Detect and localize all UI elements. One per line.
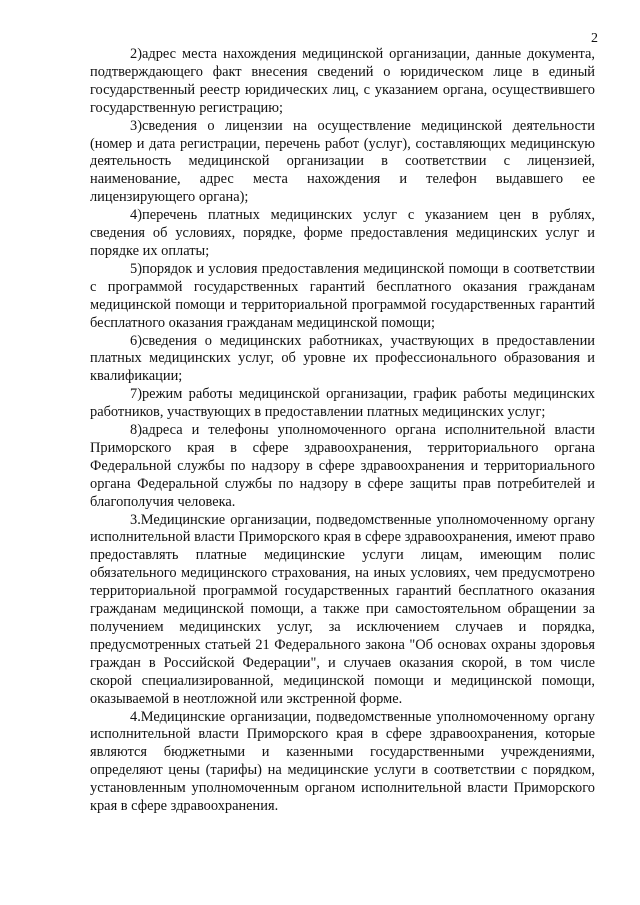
- paragraph-item-7: 7)режим работы медицинской организации, график работы медицинских работников, участвующих в предоставлении платных медицинских услуг;: [90, 386, 595, 421]
- paragraph-section-3: 3.Медицинские организации, подведомственные уполномоченному органу исполнительной власти Приморского края в сфере здравоохранения, имеют право предоставлять платные медицинские услуги лицам, имеющим полис обязательного медицинского страхования, на иных условиях, чем предусмотрено территориальной программой государственных гарантий бесплатного оказания гражданам медицинской помощи, а также при самостоятельном обращении за получением медицинских услуг, за исключением случаев и порядка, предусмотренных статьей 21 Федерального закона "Об основах охраны здоровья граждан в Российской Федерации", и случаев оказания скорой, в том числе скорой специализированной, медицинской помощи и медицинской помощи, оказываемой в неотложной или экстренной форме.: [90, 511, 595, 707]
- paragraph-item-2: 2)адрес места нахождения медицинской организации, данные документа, подтверждающего факт внесения сведений о юридическом лице в единый государственный реестр юридических лиц, с указанием органа, осуществившего государственную регистрацию;: [90, 46, 595, 116]
- document-body: [90, 46, 595, 816]
- page-number: 2: [591, 31, 598, 46]
- paragraph-item-5: 5)порядок и условия предоставления медицинской помощи в соответствии с программой государственных гарантий бесплатного оказания гражданам медицинской помощи и территориальной программой государственных гарантий бесплатного оказания гражданам медицинской помощи;: [90, 260, 595, 331]
- paragraph-item-6: 6)сведения о медицинских работниках, участвующих в предоставлении платных медицинских услуг, об уровне их профессионального образования и квалификации;: [90, 332, 595, 385]
- paragraph-item-8: 8)адреса и телефоны уполномоченного органа исполнительной власти Приморского края в сфере здравоохранения, территориального органа Федеральной службы по надзору в сфере здравоохранения и территориального органа Федеральной службы по надзору в сфере защиты прав потребителей и благополучия человека.: [90, 422, 595, 510]
- paragraph-item-3: 3)сведения о лицензии на осуществление медицинской деятельности (номер и дата регистрации, перечень работ (услуг), составляющих медицинскую деятельность медицинской организации в соответствии с лицензией, наименование, адрес места нахождения и телефон выдавшего ее лицензирующего органа);: [90, 117, 595, 206]
- paragraph-item-4: 4)перечень платных медицинских услуг с указанием цен в рублях, сведения об условиях, порядке, форме предоставления медицинских услуг и порядке их оплаты;: [90, 207, 595, 259]
- paragraph-section-4: 4.Медицинские организации, подведомственные уполномоченному органу исполнительной власти Приморского края в сфере здравоохранения, которые являются бюджетными и казенными государственными учреждениями, определяют цены (тарифы) на медицинские услуги в соответствии с порядком, установленным уполномоченным органом исполнительной власти Приморского края в сфере здравоохранения.: [90, 708, 595, 815]
